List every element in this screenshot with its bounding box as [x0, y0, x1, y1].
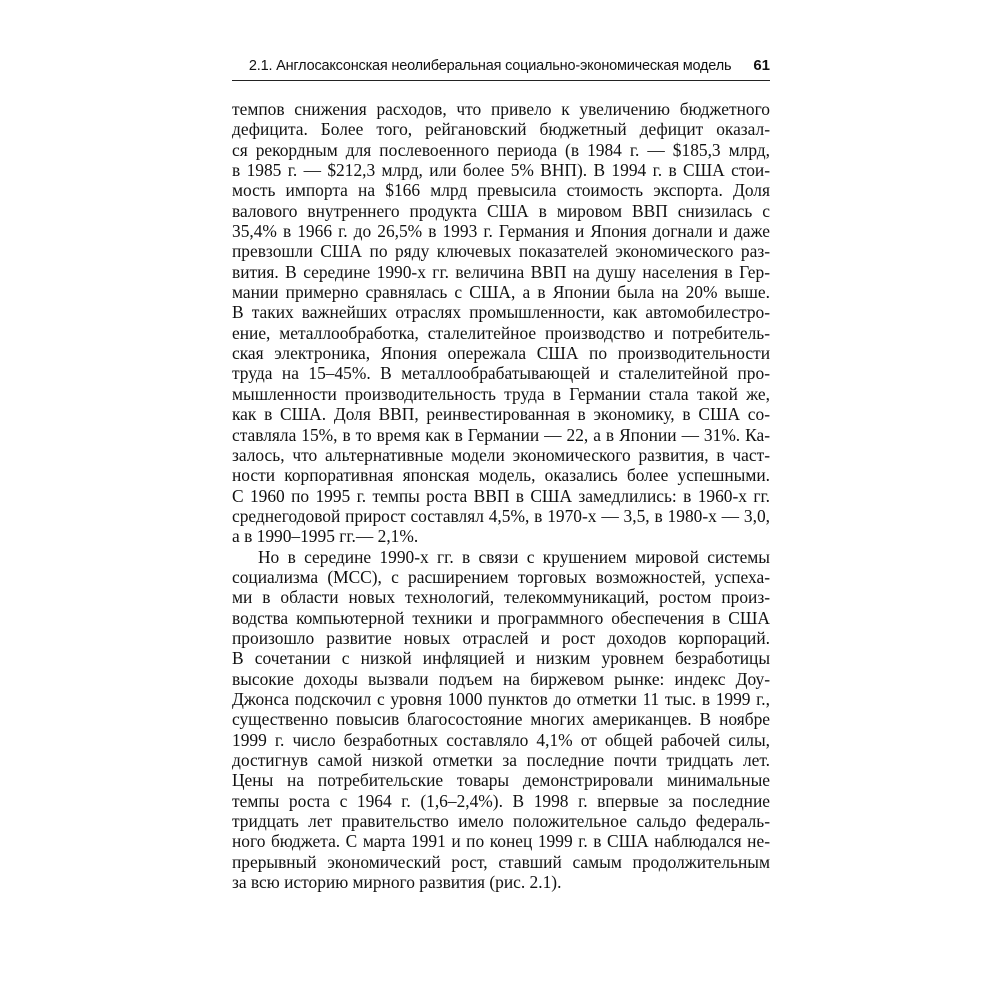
text-line: ская электроника, Япония опережала США по производительности — [232, 343, 770, 364]
text-line: вития. В середине 1990-х гг. величина ВВП на душу населения в Гер- — [232, 261, 770, 282]
text-line: В сочетании с низкой инфляцией и низким уровнем безработицы — [232, 648, 770, 669]
text-line: дефицита. Более того, рейгановский бюджетный дефицит оказал- — [232, 119, 770, 140]
text-line: залось, что альтернативные модели экономического развития, в част- — [232, 444, 770, 465]
paragraph — [232, 547, 770, 893]
text-line: произошло развитие новых отраслей и рост доходов корпораций. — [232, 627, 770, 648]
text-line: как в США. Доля ВВП, реинвестированная в экономику, в США со- — [232, 404, 770, 425]
text-line: труда на 15–45%. В металлообрабатывающей и сталелитейной про- — [232, 363, 770, 384]
header-rule — [232, 80, 770, 81]
text-line: В таких важнейших отраслях промышленности, как автомобилестро- — [232, 302, 770, 323]
text-line: Но в середине 1990-х гг. в связи с крушением мировой системы — [258, 546, 770, 567]
text-line: темпов снижения расходов, что привело к увеличению бюджетного — [232, 99, 770, 119]
text-line: в 1985 г. — $212,3 млрд, или более 5% ВНП). В 1994 г. в США стои- — [232, 160, 770, 181]
text-line: тридцать лет правительство имело положительное сальдо федераль- — [232, 811, 770, 832]
text-line: существенно повысив благосостояние многих американцев. В ноябре — [232, 709, 770, 730]
text-line: валового внутреннего продукта США в мировом ВВП снизилась с — [232, 200, 770, 221]
text-line: достигнув самой низкой отметки за последние почти тридцать лет. — [232, 750, 770, 770]
text-line: ся рекордным для послевоенного периода (в 1984 г. — $185,3 млрд, — [232, 139, 770, 160]
text-line: превзошли США по ряду ключевых показателей экономического раз- — [232, 241, 770, 262]
text-line: Цены на потребительские товары демонстрировали минимальные — [232, 770, 770, 791]
text-line: ставляла 15%, в то время как в Германии — 22, а в Японии — 31%. Ка- — [232, 424, 770, 445]
text-line: ение, металлообработка, сталелитейное производство и потребитель- — [232, 322, 770, 343]
text-line: водства компьютерной техники и программного обеспечения в США — [232, 607, 770, 628]
page-body — [232, 99, 770, 892]
text-line: ного бюджета. С марта 1991 и по конец 1999 г. в США наблюдался не- — [232, 831, 770, 852]
running-header — [232, 57, 770, 74]
text-line: 1999 г. число безработных составляло 4,1% от общей рабочей силы, — [232, 729, 770, 750]
text-line: социализма (МСС), с расширением торговых возможностей, успеха- — [232, 566, 770, 587]
text-line: мость импорта на $166 млрд превысила стоимость экспорта. Доля — [232, 180, 770, 201]
text-line: прерывный экономический рост, ставший самым продолжительным — [232, 851, 770, 872]
text-line: высокие доходы вызвали подъем на биржевом рынке: индекс Доу- — [232, 668, 770, 689]
text-line: темпы роста с 1964 г. (1,6–2,4%). В 1998 г. впервые за последние — [232, 790, 770, 811]
text-line: мании примерно сравнялась с США, а в Японии была на 20% выше. — [232, 282, 770, 303]
text-line: Джонса подскочил с уровня 1000 пунктов до отметки 11 тыс. в 1999 г., — [232, 688, 770, 709]
text-line: 35,4% в 1966 г. до 26,5% в 1993 г. Германия и Япония догнали и даже — [232, 221, 770, 242]
text-line: ности корпоративная японская модель, оказались более успешными. — [232, 465, 770, 486]
text-line: ми в области новых технологий, телекоммуникаций, ростом произ- — [232, 587, 770, 608]
paragraph — [232, 99, 770, 547]
text-line: среднегодовой прирост составлял 4,5%, в 1970-х — 3,5, в 1980-х — 3,0, — [232, 505, 770, 526]
text-line: мышленности производительность труда в Германии стала такой же, — [232, 383, 770, 404]
text-line: С 1960 по 1995 г. темпы роста ВВП в США замедлились: в 1960-х гг. — [232, 485, 770, 506]
running-header-title: 2.1. Англосаксонская неолиберальная социально-экономическая модель — [248, 58, 732, 74]
text-line: а в 1990–1995 гг.— 2,1%. — [232, 526, 419, 547]
page-number: 61 — [753, 57, 770, 74]
text-line: за всю историю мирного развития (рис. 2.1). — [232, 872, 562, 893]
